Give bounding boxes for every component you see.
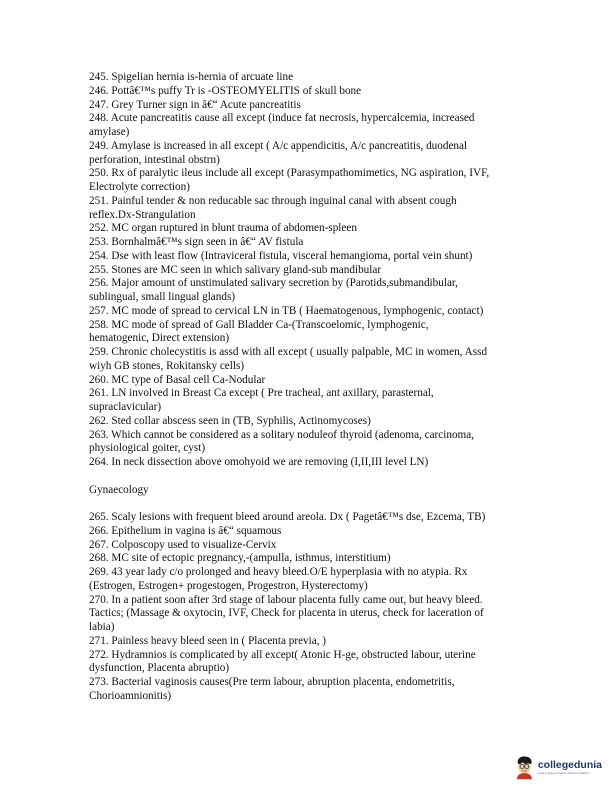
text-line: 250. Rx of paralytic ileus include all except (Parasympathomimetics, NG aspiration, IVF,: [89, 167, 490, 180]
text-line: Electrolyte correction): [89, 181, 190, 193]
text-line: 272. Hydramnios is complicated by all except( Atonic H-ge, obstructed labour, uterine: [89, 648, 476, 661]
text-line: (Estrogen, Estrogen+ progestogen, Progestron, Hysterectomy): [89, 579, 368, 592]
text-line: 270. In a patient soon after 3rd stage of labour placenta fully came out, but heavy bleed.: [89, 593, 483, 606]
text-line: 260. MC type of Basal cell Ca-Nodular: [89, 373, 266, 386]
text-line: 259. Chronic cholecystitis is assd with all except ( usually palpable, MC in women, Assd: [89, 346, 488, 358]
text-line: 271. Painless heavy bleed seen in ( Placenta previa, ): [89, 634, 327, 647]
text-line: 267. Colposcopy used to visualize-Cervix: [89, 538, 277, 551]
text-line: 253. Bornhalmâ€™s sign seen in â€“ AV fistula: [89, 236, 304, 248]
text-line: sublingual, small lingual glands): [89, 291, 236, 303]
text-line: perforation, intestinal obstrn): [89, 153, 220, 166]
text-line: Tactics; (Massage & oxytocin, IVF, Check for placenta in uterus, check for laceration of: [89, 607, 484, 620]
gynaecology-questions: [89, 511, 529, 704]
text-line: Chorioamnionitis): [89, 689, 172, 702]
surgery-questions: [89, 71, 529, 470]
text-line: reflex.Dx-Strangulation: [89, 208, 196, 221]
text-line: supraclavicular): [89, 401, 162, 413]
text-line: wiyh GB stones, Rokitansky cells): [89, 359, 245, 372]
spacer: [89, 497, 529, 511]
text-line: 265. Scaly lesions with frequent bleed around areola. Dx ( Pagetâ€™s dse, Ezcema, TB): [89, 511, 486, 523]
text-line: 247. Grey Turner sign in â€“ Acute pancreatitis: [89, 98, 301, 111]
spacer: [89, 470, 529, 484]
text-line: 256. Major amount of unstimulated salivary secretion by (Parotids,submandibular,: [89, 277, 458, 290]
text-line: 249. Amylase is increased in all except ( A/c appendicitis, A/c pancreatitis, duodenal: [89, 139, 468, 152]
text-line: 251. Painful tender & non reducable sac through inguinal canal with absent cough: [89, 194, 457, 207]
text-line: 273. Bacterial vaginosis causes(Pre term labour, abruption placenta, endometritis,: [89, 676, 455, 688]
text-line: 257. MC mode of spread to cervical LN in TB ( Haematogenous, lymphogenic, contact): [89, 304, 484, 317]
section-title: Gynaecology: [89, 483, 149, 496]
text-line: 269. 43 year lady c/o prolonged and heavy bleed.O/E hyperplasia with no atypia. Rx: [89, 566, 468, 578]
text-line: 263. Which cannot be considered as a solitary noduleof thyroid (adenoma, carcinoma,: [89, 428, 475, 441]
text-line: 262. Sted collar abscess seen in (TB, Syphilis, Actinomycoses): [89, 414, 371, 427]
logo-tagline: India's largest Student Review Platform: [537, 770, 591, 775]
text-line: 258. MC mode of spread of Gall Bladder Ca-(Transcoelomic, lymphogenic,: [89, 318, 429, 331]
text-line: 254. Dse with least flow (Intraviceral fistula, visceral hemangioma, portal vein shunt): [89, 249, 473, 262]
text-line: 248. Acute pancreatitis cause all except (induce fat necrosis, hypercalcemia, increased: [89, 112, 475, 125]
text-line: 264. In neck dissection above omohyoid we are removing (I,II,III level LN): [89, 456, 429, 468]
text-line: 268. MC site of ectopic pregnancy,-(ampulla, isthmus, interstitium): [89, 552, 391, 565]
text-line: 246. Pottâ€™s puffy Tr is -OSTEOMYELITIS of skull bone: [89, 84, 362, 97]
text-line: hematogenic, Direct extension): [89, 332, 230, 345]
text-line: 255. Stones are MC seen in which salivary gland-sub mandibular: [89, 263, 382, 276]
text-line: 266. Epithelium in vagina is â€“ squamous: [89, 524, 282, 537]
text-line: 261. LN involved in Breast Ca except ( Pre tracheal, ant axillary, parasternal,: [89, 387, 434, 400]
text-line: physiological goiter, cyst): [89, 442, 206, 455]
collegedunia-logo[interactable]: [514, 752, 602, 782]
text-line: dysfunction, Placenta abruptio): [89, 662, 230, 675]
document-body: [89, 71, 529, 704]
text-line: labia): [89, 621, 115, 633]
text-line: 252. MC organ ruptured in blunt trauma of abdomen-spleen: [89, 222, 357, 235]
text-line: amylase): [89, 126, 130, 138]
text-line: 245. Spigelian hernia is-hernia of arcuate line: [89, 71, 294, 83]
student-avatar-icon: [514, 754, 535, 780]
logo-brand-name: collegedunia: [537, 758, 602, 771]
